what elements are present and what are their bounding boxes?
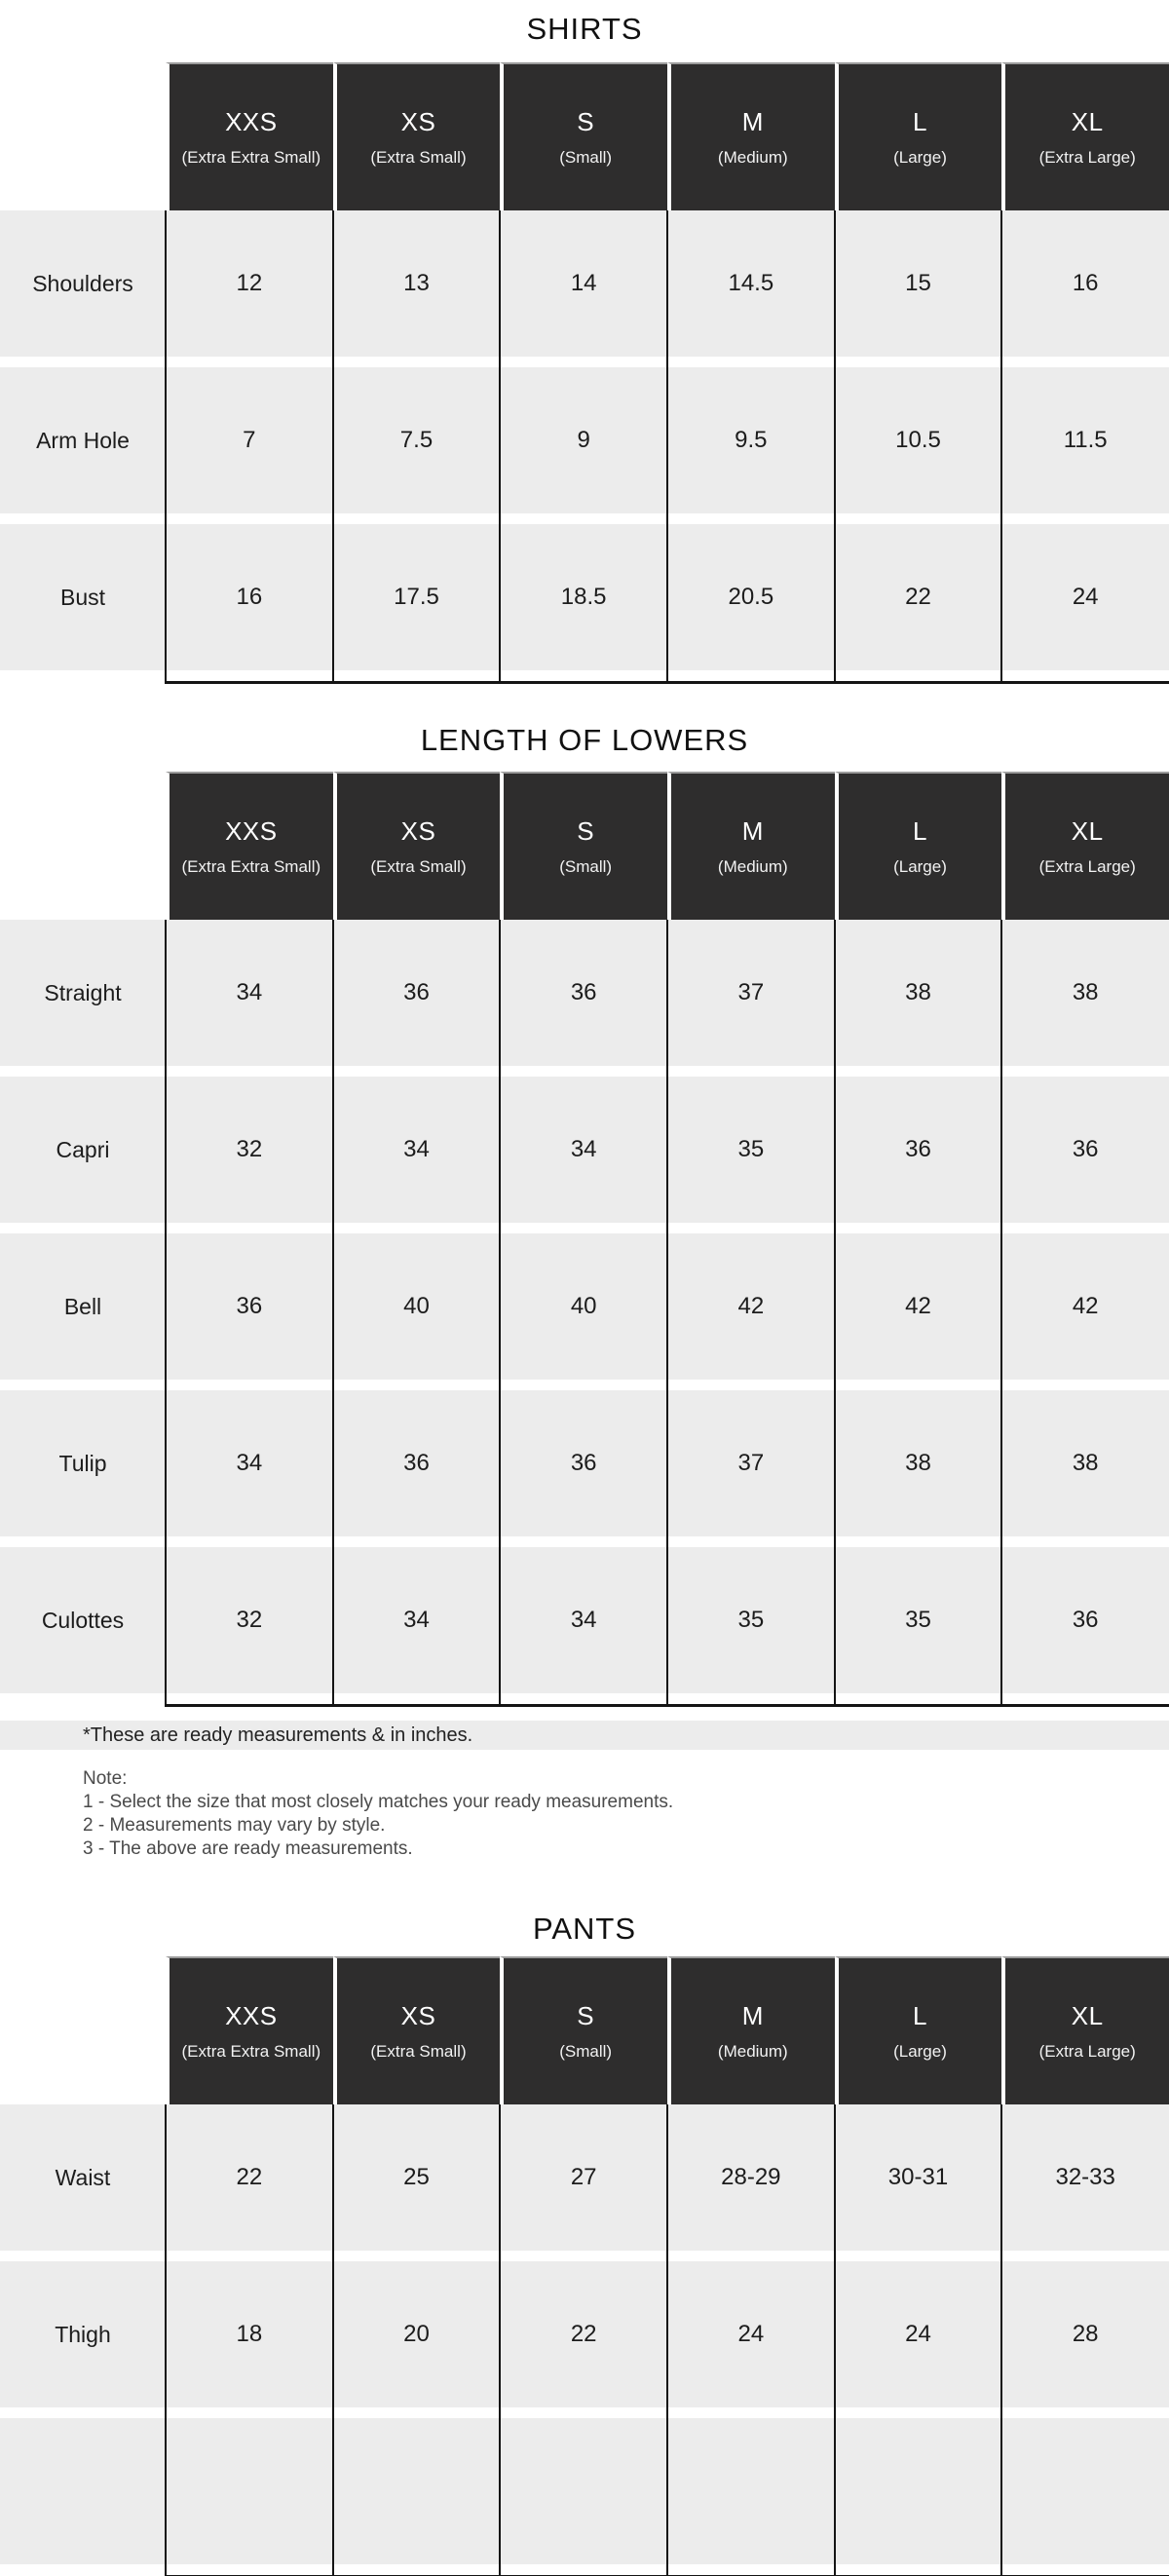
size-column-header-s bbox=[500, 772, 667, 920]
size-value-cell: 40 bbox=[570, 1293, 597, 1319]
lowers-table-title: LENGTH OF LOWERS bbox=[420, 723, 749, 757]
size-column-header-xxs bbox=[166, 1956, 333, 2104]
size-column-header-xl bbox=[1001, 1956, 1169, 2104]
size-value-cell: 32-33 bbox=[1055, 2164, 1115, 2190]
size-value-cell: 27 bbox=[570, 2164, 597, 2190]
table-row bbox=[0, 2261, 1169, 2407]
header-corner-cell bbox=[0, 1956, 166, 2104]
size-name-label: (Medium) bbox=[717, 2042, 788, 2061]
lowers-header-row bbox=[0, 772, 1169, 920]
size-name-label: (Large) bbox=[893, 2042, 947, 2061]
size-value-cell: 34 bbox=[570, 1607, 597, 1633]
size-value-cell: 22 bbox=[905, 584, 931, 610]
size-value-cell: 10.5 bbox=[895, 427, 941, 453]
size-value-cell: 36 bbox=[570, 979, 597, 1005]
size-value-cell: 28-29 bbox=[721, 2164, 781, 2190]
size-value-cell: 9 bbox=[577, 427, 590, 453]
table-row bbox=[0, 2104, 1169, 2251]
size-value-cell: 16 bbox=[236, 584, 263, 610]
row-label bbox=[0, 2418, 166, 2564]
size-value-cell bbox=[667, 2418, 835, 2564]
size-value-cell: 36 bbox=[403, 979, 430, 1005]
size-column-header-xs bbox=[333, 1956, 501, 2104]
size-value-cell: 11.5 bbox=[1063, 427, 1108, 453]
size-name-label: (Medium) bbox=[717, 148, 788, 167]
size-value-cell: 38 bbox=[905, 979, 931, 1005]
row-label: Waist bbox=[55, 2164, 111, 2190]
size-value-cell: 34 bbox=[403, 1607, 430, 1633]
size-value-cell: 38 bbox=[1072, 1450, 1099, 1476]
shirts-header-row bbox=[0, 62, 1169, 210]
column-grid-line bbox=[1000, 920, 1002, 1707]
table-row bbox=[0, 1233, 1169, 1380]
size-value-cell: 34 bbox=[236, 1450, 263, 1476]
size-value-cell: 24 bbox=[737, 2321, 765, 2347]
size-code-label: L bbox=[913, 816, 927, 846]
table-row bbox=[0, 367, 1169, 513]
size-code-label: XXS bbox=[225, 107, 278, 136]
size-name-label: (Extra Large) bbox=[1038, 2042, 1136, 2061]
size-value-cell: 36 bbox=[570, 1450, 597, 1476]
column-grid-line bbox=[332, 2104, 334, 2576]
row-label: Bust bbox=[59, 584, 106, 610]
size-column-header-xxs bbox=[166, 62, 333, 210]
size-code-label: XL bbox=[1071, 107, 1104, 136]
size-code-label: XS bbox=[400, 107, 436, 136]
size-code-label: XL bbox=[1071, 816, 1104, 846]
size-value-cell: 24 bbox=[905, 2321, 931, 2347]
size-code-label: L bbox=[913, 2001, 927, 2030]
size-name-label: (Large) bbox=[893, 857, 947, 876]
size-column-header-xl bbox=[1001, 62, 1169, 210]
size-value-cell: 9.5 bbox=[735, 427, 768, 453]
lowers-table-body bbox=[0, 920, 1169, 1707]
column-grid-line bbox=[666, 210, 668, 684]
size-value-cell: 42 bbox=[1072, 1293, 1099, 1319]
size-code-label: M bbox=[741, 816, 764, 846]
size-name-label: (Extra Small) bbox=[370, 148, 467, 167]
size-name-label: (Extra Extra Small) bbox=[181, 857, 321, 876]
size-value-cell: 40 bbox=[403, 1293, 430, 1319]
table-row bbox=[0, 1390, 1169, 1536]
size-value-cell: 22 bbox=[570, 2321, 597, 2347]
size-code-label: XS bbox=[400, 816, 436, 846]
size-value-cell: 34 bbox=[570, 1136, 597, 1162]
size-value-cell: 22 bbox=[236, 2164, 263, 2190]
size-value-cell: 34 bbox=[403, 1136, 430, 1162]
size-name-label: (Extra Small) bbox=[370, 857, 467, 876]
note-item: 3 - The above are ready measurements. bbox=[83, 1838, 413, 1859]
size-value-cell bbox=[333, 2418, 501, 2564]
size-value-cell: 16 bbox=[1072, 270, 1099, 296]
size-code-label: S bbox=[577, 107, 595, 136]
size-code-label: XL bbox=[1071, 2001, 1104, 2030]
column-grid-line bbox=[834, 920, 836, 1707]
size-value-cell bbox=[1001, 2418, 1169, 2564]
header-corner-cell bbox=[0, 62, 166, 210]
row-label: Straight bbox=[44, 979, 122, 1005]
column-grid-line bbox=[499, 920, 501, 1707]
size-value-cell: 38 bbox=[905, 1450, 931, 1476]
note-items bbox=[83, 1791, 1169, 1861]
size-value-cell: 20 bbox=[403, 2321, 430, 2347]
size-value-cell: 32 bbox=[236, 1136, 263, 1162]
size-value-cell bbox=[835, 2418, 1002, 2564]
size-value-cell: 36 bbox=[1072, 1607, 1099, 1633]
row-label: Thigh bbox=[55, 2321, 111, 2347]
size-value-cell bbox=[166, 2418, 333, 2564]
column-grid-line bbox=[834, 210, 836, 684]
size-value-cell: 35 bbox=[737, 1136, 765, 1162]
size-code-label: L bbox=[913, 107, 927, 136]
column-grid-line bbox=[165, 210, 167, 684]
pants-size-table bbox=[0, 1956, 1169, 2576]
size-name-label: (Extra Small) bbox=[370, 2042, 467, 2061]
column-grid-line bbox=[834, 2104, 836, 2576]
size-column-header-m bbox=[667, 62, 835, 210]
size-value-cell: 25 bbox=[403, 2164, 430, 2190]
size-column-header-xs bbox=[333, 62, 501, 210]
size-column-header-xs bbox=[333, 772, 501, 920]
size-value-cell bbox=[500, 2418, 667, 2564]
size-value-cell: 14.5 bbox=[728, 270, 774, 296]
size-value-cell: 32 bbox=[236, 1607, 263, 1633]
column-grid-line bbox=[499, 210, 501, 684]
column-grid-line bbox=[666, 2104, 668, 2576]
size-code-label: XXS bbox=[225, 2001, 278, 2030]
size-name-label: (Extra Large) bbox=[1038, 857, 1136, 876]
shirts-size-table bbox=[0, 62, 1169, 684]
table-row bbox=[0, 920, 1169, 1066]
size-value-cell: 42 bbox=[737, 1293, 765, 1319]
size-code-label: XS bbox=[400, 2001, 436, 2030]
size-column-header-m bbox=[667, 772, 835, 920]
size-name-label: (Medium) bbox=[717, 857, 788, 876]
size-value-cell: 17.5 bbox=[394, 584, 439, 610]
column-grid-line bbox=[332, 210, 334, 684]
size-value-cell: 20.5 bbox=[728, 584, 774, 610]
size-value-cell: 36 bbox=[236, 1293, 263, 1319]
table-row bbox=[0, 2418, 1169, 2564]
size-value-cell: 7.5 bbox=[399, 427, 434, 453]
row-label: Shoulders bbox=[32, 270, 133, 296]
size-value-cell: 36 bbox=[1072, 1136, 1099, 1162]
size-name-label: (Small) bbox=[559, 857, 613, 876]
size-value-cell: 36 bbox=[905, 1136, 931, 1162]
size-value-cell: 7 bbox=[243, 427, 256, 453]
column-grid-line bbox=[165, 2104, 167, 2576]
note-item: 2 - Measurements may vary by style. bbox=[83, 1815, 386, 1836]
size-column-header-l bbox=[835, 62, 1002, 210]
note-block bbox=[83, 1767, 1169, 1861]
size-name-label: (Small) bbox=[559, 2042, 613, 2061]
row-label: Capri bbox=[56, 1136, 110, 1162]
table-bottom-border bbox=[166, 681, 1169, 684]
column-grid-line bbox=[332, 920, 334, 1707]
size-value-cell: 30-31 bbox=[887, 2164, 949, 2190]
column-grid-line bbox=[165, 920, 167, 1707]
size-column-header-s bbox=[500, 62, 667, 210]
size-value-cell: 36 bbox=[403, 1450, 430, 1476]
size-column-header-m bbox=[667, 1956, 835, 2104]
size-value-cell: 28 bbox=[1072, 2321, 1099, 2347]
size-name-label: (Extra Large) bbox=[1038, 148, 1136, 167]
size-code-label: XXS bbox=[225, 816, 278, 846]
size-column-header-l bbox=[835, 772, 1002, 920]
pants-table-title: PANTS bbox=[532, 1912, 637, 1946]
pants-table-body bbox=[0, 2104, 1169, 2576]
pants-header-row bbox=[0, 1956, 1169, 2104]
size-column-header-xl bbox=[1001, 772, 1169, 920]
shirts-table-title: SHIRTS bbox=[526, 12, 643, 46]
column-grid-line bbox=[1000, 210, 1002, 684]
header-corner-cell bbox=[0, 772, 166, 920]
size-value-cell: 37 bbox=[737, 1450, 765, 1476]
column-grid-line bbox=[1000, 2104, 1002, 2576]
size-code-label: S bbox=[577, 2001, 595, 2030]
size-value-cell: 42 bbox=[905, 1293, 931, 1319]
size-column-header-xxs bbox=[166, 772, 333, 920]
row-label: Culottes bbox=[41, 1607, 125, 1633]
size-value-cell: 18.5 bbox=[560, 584, 607, 610]
table-row bbox=[0, 210, 1169, 357]
table-row bbox=[0, 1077, 1169, 1223]
size-name-label: (Extra Extra Small) bbox=[181, 2042, 321, 2061]
footnote-strip: *These are ready measurements & in inches. bbox=[0, 1721, 1169, 1750]
size-code-label: S bbox=[577, 816, 595, 846]
table-row bbox=[0, 1547, 1169, 1693]
column-grid-line bbox=[666, 920, 668, 1707]
size-name-label: (Large) bbox=[893, 148, 947, 167]
note-item: 1 - Select the size that most closely matches your ready measurements. bbox=[83, 1792, 674, 1812]
table-row bbox=[0, 524, 1169, 670]
size-code-label: M bbox=[741, 2001, 764, 2030]
size-value-cell: 35 bbox=[737, 1607, 765, 1633]
size-value-cell: 35 bbox=[905, 1607, 931, 1633]
size-value-cell: 14 bbox=[570, 270, 597, 296]
row-label: Arm Hole bbox=[36, 427, 130, 453]
size-name-label: (Extra Extra Small) bbox=[181, 148, 321, 167]
size-column-header-s bbox=[500, 1956, 667, 2104]
size-value-cell: 38 bbox=[1072, 979, 1099, 1005]
size-name-label: (Small) bbox=[559, 148, 613, 167]
note-heading: Note: bbox=[83, 1768, 128, 1789]
column-grid-line bbox=[499, 2104, 501, 2576]
size-value-cell: 24 bbox=[1072, 584, 1099, 610]
row-label: Tulip bbox=[58, 1450, 107, 1476]
size-value-cell: 15 bbox=[905, 270, 931, 296]
table-bottom-border bbox=[166, 1704, 1169, 1707]
size-value-cell: 18 bbox=[236, 2321, 263, 2347]
size-value-cell: 37 bbox=[737, 979, 765, 1005]
size-code-label: M bbox=[741, 107, 764, 136]
lowers-size-table bbox=[0, 772, 1169, 1707]
size-value-cell: 13 bbox=[403, 270, 430, 296]
shirts-table-body bbox=[0, 210, 1169, 684]
size-value-cell: 12 bbox=[236, 270, 263, 296]
size-value-cell: 34 bbox=[236, 979, 263, 1005]
row-label: Bell bbox=[63, 1293, 102, 1319]
size-column-header-l bbox=[835, 1956, 1002, 2104]
